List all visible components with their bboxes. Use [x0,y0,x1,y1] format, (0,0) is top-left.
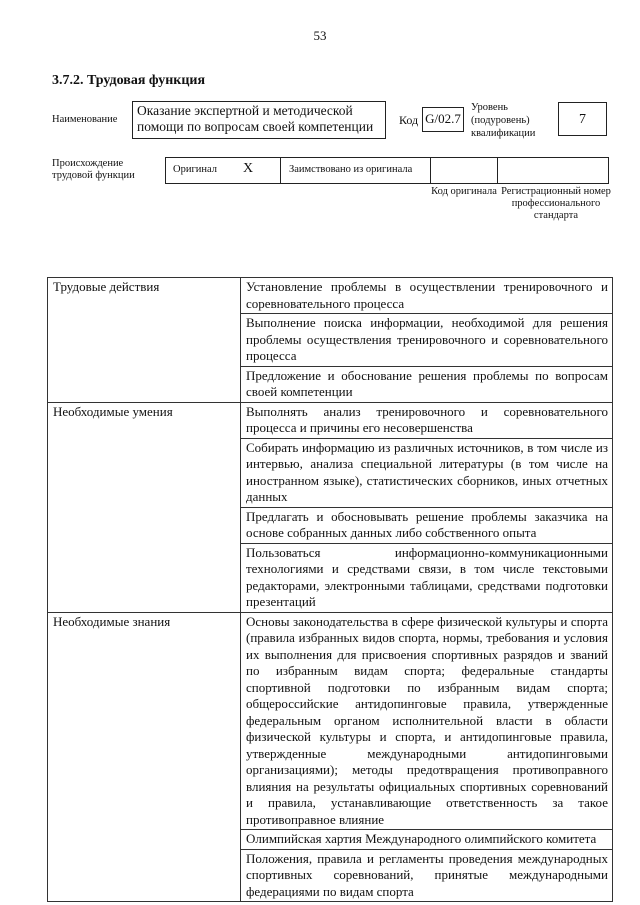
origin-reg-caption: Регистрационный номер профессионального стандарта [501,186,611,221]
page-number: 53 [313,28,327,43]
list-item: Предлагать и обосновывать решение проблемы заказчика на основе собранных данных либо собственного опыта [241,507,613,543]
section-label: Необходимые умения [48,402,241,612]
list-item: Собирать информацию из различных источников, в том числе из интервью, анализа специальной литературы (в том числе на иностранном языке), статистических сборников, иных отчетных данных [241,438,613,507]
qualification-level-value: 7 [558,102,607,136]
origin-original-cell [165,157,281,184]
table-row [48,402,613,438]
origin-mark: X [243,161,254,176]
code-label: Код [399,113,419,127]
function-code: G/02.7 [422,107,464,132]
table-row [48,612,613,830]
list-item: Выполнение поиска информации, необходимой для решения проблемы осуществления тренировочного и соревновательного процесса [241,314,613,367]
list-item: Положения, правила и регламенты проведения международных спортивных соревнований, принятые международными федерациями по видам спорта [241,849,613,902]
origin-code-cell [430,157,498,184]
origin-code-caption: Код оригинала [431,186,497,197]
name-label: Наименование [52,114,118,125]
origin-borrowed-cell [280,157,431,184]
list-item: Пользоваться информационно-коммуникационными технологиями и средствами связи, в том числе текстовыми редакторами, электронными таблицами, средствами подготовки презентаций [241,543,613,612]
origin-reg-cell [497,157,609,184]
table-row [48,278,613,314]
list-item: Основы законодательства в сфере физической культуры и спорта (правила избранных видов спорта, нормы, требования и условия их выполнения для присвоения спортивных разрядов и званий по избранным видам спорта; федеральные стандарты спортивной подготовки по избранным видам спорта; общероссийские антидопинговые правила, утвержденные федеральным органом исполнительной власти в области физической культуры и спорта, и антидопинговые правила, утвержденные международными антидопинговыми организациями); методы предотвращения противоправного влияния на результаты официальных спортивных соревнований и правила, устанавливающие ответственность за такое противоправное влияние [241,612,613,830]
qualification-level-label: Уровень (подуровень) квалификации [471,102,536,139]
origin-borrowed-label: Заимствовано из оригинала [289,164,413,175]
list-item: Олимпийская хартия Международного олимпийского комитета [241,830,613,850]
function-table [47,277,613,902]
origin-label: Происхождение трудовой функции [52,158,135,181]
list-item: Выполнять анализ тренировочного и соревновательного процесса и причины его несовершенства [241,402,613,438]
section-label: Трудовые действия [48,278,241,403]
list-item: Предложение и обоснование решения проблемы по вопросам своей компетенции [241,366,613,402]
section-title: 3.7.2. Трудовая функция [52,73,206,88]
origin-original-label: Оригинал [173,164,217,175]
function-name: Оказание экспертной и методической помощи по вопросам своей компетенции [132,101,386,139]
section-label: Необходимые знания [48,612,241,902]
list-item: Установление проблемы в осуществлении тренировочного и соревновательного процесса [241,278,613,314]
